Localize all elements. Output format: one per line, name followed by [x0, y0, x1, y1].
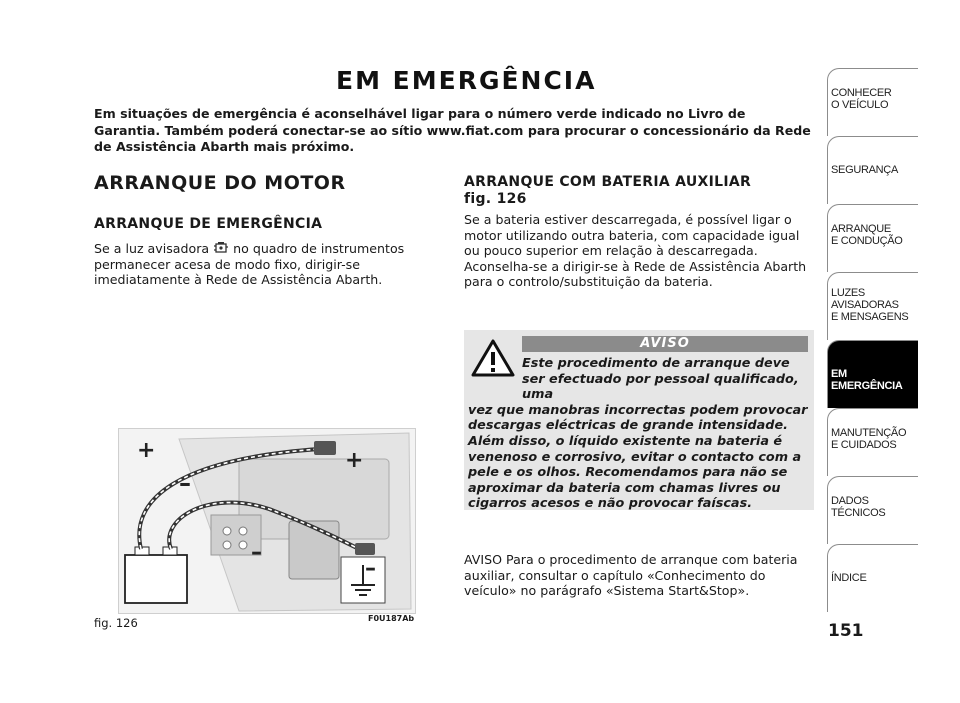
- warning-label: AVISO: [522, 336, 808, 352]
- tab-manutencao-cuidados[interactable]: MANUTENÇÃO E CUIDADOS: [827, 408, 918, 476]
- subsection-title-auxiliary-battery: [464, 174, 794, 208]
- figure-code: F0U187Ab: [368, 614, 415, 623]
- plus-sign-right: +: [345, 448, 364, 473]
- subsection-title-emergency-start: ARRANQUE DE EMERGÊNCIA: [94, 216, 323, 232]
- plus-sign-left: +: [137, 438, 156, 463]
- paragraph-end: no quadro de instrumentos permanecer acesa de modo fixo, dirigir-se imediatamente à Rede de Assistência Abarth.: [94, 241, 405, 287]
- subsection-title-fig-ref: fig. 126: [464, 191, 527, 207]
- minus-sign-middle: –: [251, 540, 262, 565]
- minus-sign-right: –: [365, 556, 376, 581]
- intro-paragraph: Em situações de emergência é aconselhável ligar para o número verde indicado no Livro de Garantia. Também poderá conectar-se ao sítio www.fiat.com para procurar o concessionário da Rede de Assistência Abarth mais próximo.: [94, 106, 811, 154]
- page-number: 151: [828, 621, 864, 641]
- section-title: ARRANQUE DO MOTOR: [94, 172, 346, 194]
- start-stop-note: AVISO Para o procedimento de arranque com bateria auxiliar, consultar o capítulo «Conhecimento do veículo» no parágrafo «Sistema Start&Stop».: [464, 552, 798, 598]
- tab-luzes-avisadoras[interactable]: LUZES AVISADORAS E MENSAGENS: [827, 272, 918, 340]
- emergency-start-paragraph: [94, 240, 424, 288]
- auxiliary-battery-paragraph: Se a bateria estiver descarregada, é possível ligar o motor utilizando outra bateria, com capacidade igual ou pouco superior em relação à descarregada. Aconselha-se a dirigir-se à Rede de Assistência Abarth para o controlo/substituição da bateria.: [464, 212, 807, 289]
- jump-start-illustration: [119, 429, 415, 613]
- engine-warning-icon: [213, 240, 229, 256]
- warning-text-rest: vez que manobras incorrectas podem provocar descargas eléctricas de grande intensidade. Além disso, o líquido existente na bateria é venenoso e corrosivo, evitar o contacto com a pele e os olhos. Recomendamos para não se aproximar da bateria com chamas livres ou cigarros acesos e não provocar faíscas.: [468, 402, 808, 512]
- page-title: EM EMERGÊNCIA: [336, 66, 597, 95]
- warning-box: [464, 330, 814, 510]
- subsection-title-line1: ARRANQUE COM BATERIA AUXILIAR: [464, 174, 752, 190]
- paragraph-start: Se a luz avisadora: [94, 241, 210, 256]
- tab-conhecer-veiculo[interactable]: CONHECER O VEÍCULO: [827, 68, 918, 136]
- warning-text-first: Este procedimento de arranque deve ser efectuado por pessoal qualificado, uma: [522, 356, 799, 403]
- tab-dados-tecnicos[interactable]: DADOS TÉCNICOS: [827, 476, 918, 544]
- figure-caption: fig. 126: [94, 616, 138, 630]
- tab-arranque-conducao[interactable]: ARRANQUE E CONDUÇÃO: [827, 204, 918, 272]
- warning-text: [468, 356, 810, 512]
- tab-indice[interactable]: ÍNDICE: [827, 544, 918, 612]
- tab-seguranca[interactable]: SEGURANÇA: [827, 136, 918, 204]
- minus-sign-left: –: [179, 469, 191, 497]
- battery-jump-start-figure: [118, 428, 416, 614]
- tab-em-emergencia[interactable]: EM EMERGÊNCIA: [827, 340, 918, 408]
